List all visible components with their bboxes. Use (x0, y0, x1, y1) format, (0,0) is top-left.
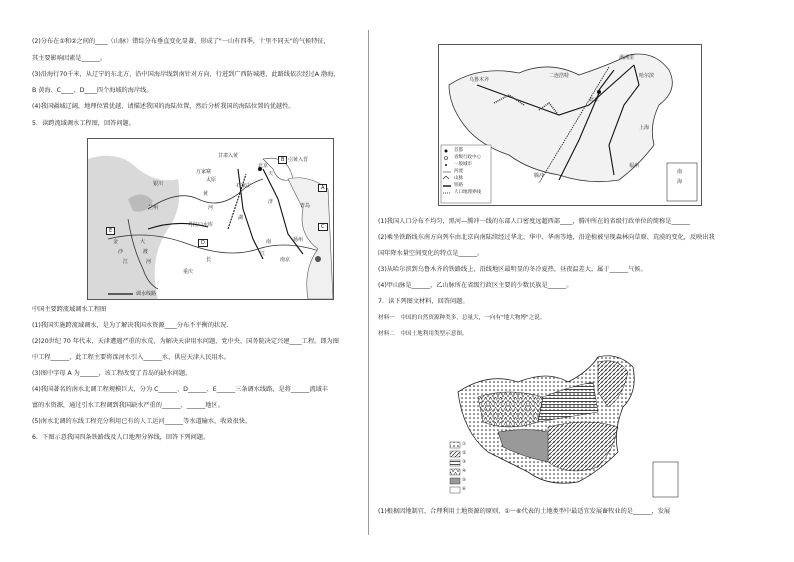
map-label: 黄 (203, 191, 209, 197)
legend-item: ③ (462, 460, 467, 465)
map-letter-box: B (278, 156, 287, 164)
map-label: 甘肃入黄 (218, 153, 239, 159)
legend-item: 河流 (454, 169, 463, 174)
map-label: 引黄入晋 (288, 157, 309, 163)
map-label: 渡 (143, 249, 149, 255)
map-label: 南 (266, 239, 272, 245)
legend-item: 山脉 (454, 176, 463, 181)
map-label: 南 (677, 169, 683, 175)
map-label: 天 (268, 171, 274, 177)
railway-map (438, 44, 702, 206)
map-label: 丹江口水库 (188, 222, 214, 228)
map-label: 海 (677, 179, 683, 185)
q-line: (2)20世纪 70 年代末，天津遭遇严重的水荒，为解决天津用水问题，党中央、国务院决定兴建____工程。即为图 (32, 338, 339, 345)
map-label: 满洲里 (619, 55, 635, 61)
map-label: 太原 (206, 177, 217, 183)
q-line: (3)从哈尔滨到乌鲁木齐的铁路线上，沿线地区最明显的冬冷夏热，昼夜温差大，属于______气候。 (378, 266, 647, 273)
map-label: 江 (123, 259, 129, 265)
q-line: 中工程______，此工程主要将滦河水引入______水，供应天津人民用水。 (32, 354, 230, 361)
land-use-map (448, 352, 708, 502)
map-label: 石家庄 (236, 183, 252, 189)
map-label: 扬州 (293, 237, 304, 243)
q-line: (2)乘坐铁路线东南方向列车由北京向南陆续经过华北、华中、华南等地，沿途植被呈现森林向草原、荒漠的变化，反映出我 (378, 234, 715, 241)
legend-item: 人口地理界线 (454, 190, 481, 195)
map-label: 湖 (238, 215, 244, 221)
map-label: 大 (140, 239, 146, 245)
legend-item: ⑤ (462, 478, 467, 483)
q-line: (1)我国实施跨流域调水，是为了解决我国水资源____分布不平衡的状况. (32, 322, 229, 329)
map-label: 哈尔滨 (639, 73, 655, 79)
map-letter-box: A (318, 184, 327, 192)
q-line: (1)根据因地制宜、合理利用土地资源的原则，①～⑥代表的土地类型中最适宜发展畜牧业的是______，发展 (378, 508, 671, 515)
material-2: 材料二 中国土地利用类型示意图。 (378, 331, 468, 337)
map-label: 金 (113, 239, 119, 245)
water-diversion-map (87, 138, 334, 300)
q-line: (4)我国疆域辽阔，地理位置优越，请描述我国的海陆位置，然后分析我国的海陆位置的优越性。 (32, 103, 295, 110)
q-line: 富的水资源，通过引水工程调到我国缺水严重的______、______地区。 (32, 402, 224, 409)
map-label: 江 (260, 251, 266, 257)
q-heading: 6．下图示意我国四条铁路线及人口地理分界线，回答下列问题。 (32, 434, 210, 441)
map-letter-box: E (106, 227, 115, 235)
q-line: 其主要影响因素是______。 (32, 55, 107, 62)
map-drawing (439, 45, 701, 205)
map-label: 济 (268, 199, 274, 205)
q-line: (1)我国人口分布不均匀，黑河—腾冲一线的东部人口密度远超西部____，腾冲所在的省级行政单位的简称是______ (378, 218, 690, 225)
map-drawing (88, 139, 333, 299)
q-heading: 7．读下列图文材料，回答问题。 (378, 298, 469, 305)
map-label: 长 (206, 257, 212, 263)
legend-item: ⑥ (462, 487, 467, 492)
map-label: 腾冲 (534, 173, 545, 179)
q-line: (3)图中字母 A 为______，该工程改变了青岛的缺水问题。 (32, 370, 192, 377)
material-1: 材料一 中国的自然资源种类多，总量大，一向有"地大物博"之说。 (378, 315, 546, 321)
map-label: 福州 (629, 163, 640, 169)
q-line: (3)沿海行70千米，从辽宁的东北方，沿中国海岸线到南针对方向，行进到广西防城港，此路线依次经过A 渤海、 (32, 71, 340, 78)
map-label: 二连浩特 (549, 73, 570, 79)
q-line: (2)分布在①和②之间的____（山脉）错综分布垂直变化显著，形成了"一山有四季，十里不同天"的气候特征， (32, 38, 330, 45)
q-line: 国年降水量空间变化的特点是______。 (378, 250, 484, 257)
legend-item: ④ (462, 469, 467, 474)
map-label: 兰州 (148, 205, 159, 211)
figure-caption: 中国主要跨流域调水工程图 (32, 306, 107, 313)
map-label: 北京 (258, 163, 269, 169)
legend-item: ② (462, 451, 467, 456)
map-letter-box: C (318, 223, 328, 231)
map-label: 沙 (118, 249, 124, 255)
map-label: 南京 (280, 257, 291, 263)
map-letter-box: D (198, 239, 208, 247)
column-divider (368, 30, 369, 535)
legend-item: 省级行政中心 (454, 155, 481, 160)
legend-item: 铁路 (454, 183, 463, 188)
map-label: 河 (208, 205, 214, 211)
map-label: 银川 (153, 181, 164, 187)
legend-item: 首都 (454, 148, 463, 153)
map-label: 青岛 (300, 203, 311, 209)
q-line: (5)南水北调的东线工程充分利用已有的人工运河______等水道输水，收效很快。 (32, 418, 252, 425)
map-label: 重庆 (183, 269, 194, 275)
q-line: B 黄海、C____、D____四个海域的海岸线。 (32, 87, 153, 94)
legend-item: ① (462, 442, 467, 447)
q-line: (4)甲山脉是______，乙山脉所在省级行政区主要的少数民族是______。 (378, 282, 573, 289)
map-label: 河 (146, 259, 152, 265)
map-label: 上海 (639, 125, 650, 131)
map-label: 乌鲁木齐 (469, 77, 490, 83)
legend-item: 一般城市 (454, 162, 472, 167)
map-label: 万家寨 (196, 169, 212, 175)
q-line: (4)我国著名的南水北调工程规模巨大，分为 C______、D______、E______三条调水线路，是将______流域丰 (32, 386, 328, 393)
map-legend: 调水线路 (136, 291, 157, 297)
q-heading: 5．读跨流域调水工程图，回答问题。 (32, 120, 135, 127)
map-drawing (448, 352, 708, 502)
map-label: 北京 (589, 97, 600, 103)
